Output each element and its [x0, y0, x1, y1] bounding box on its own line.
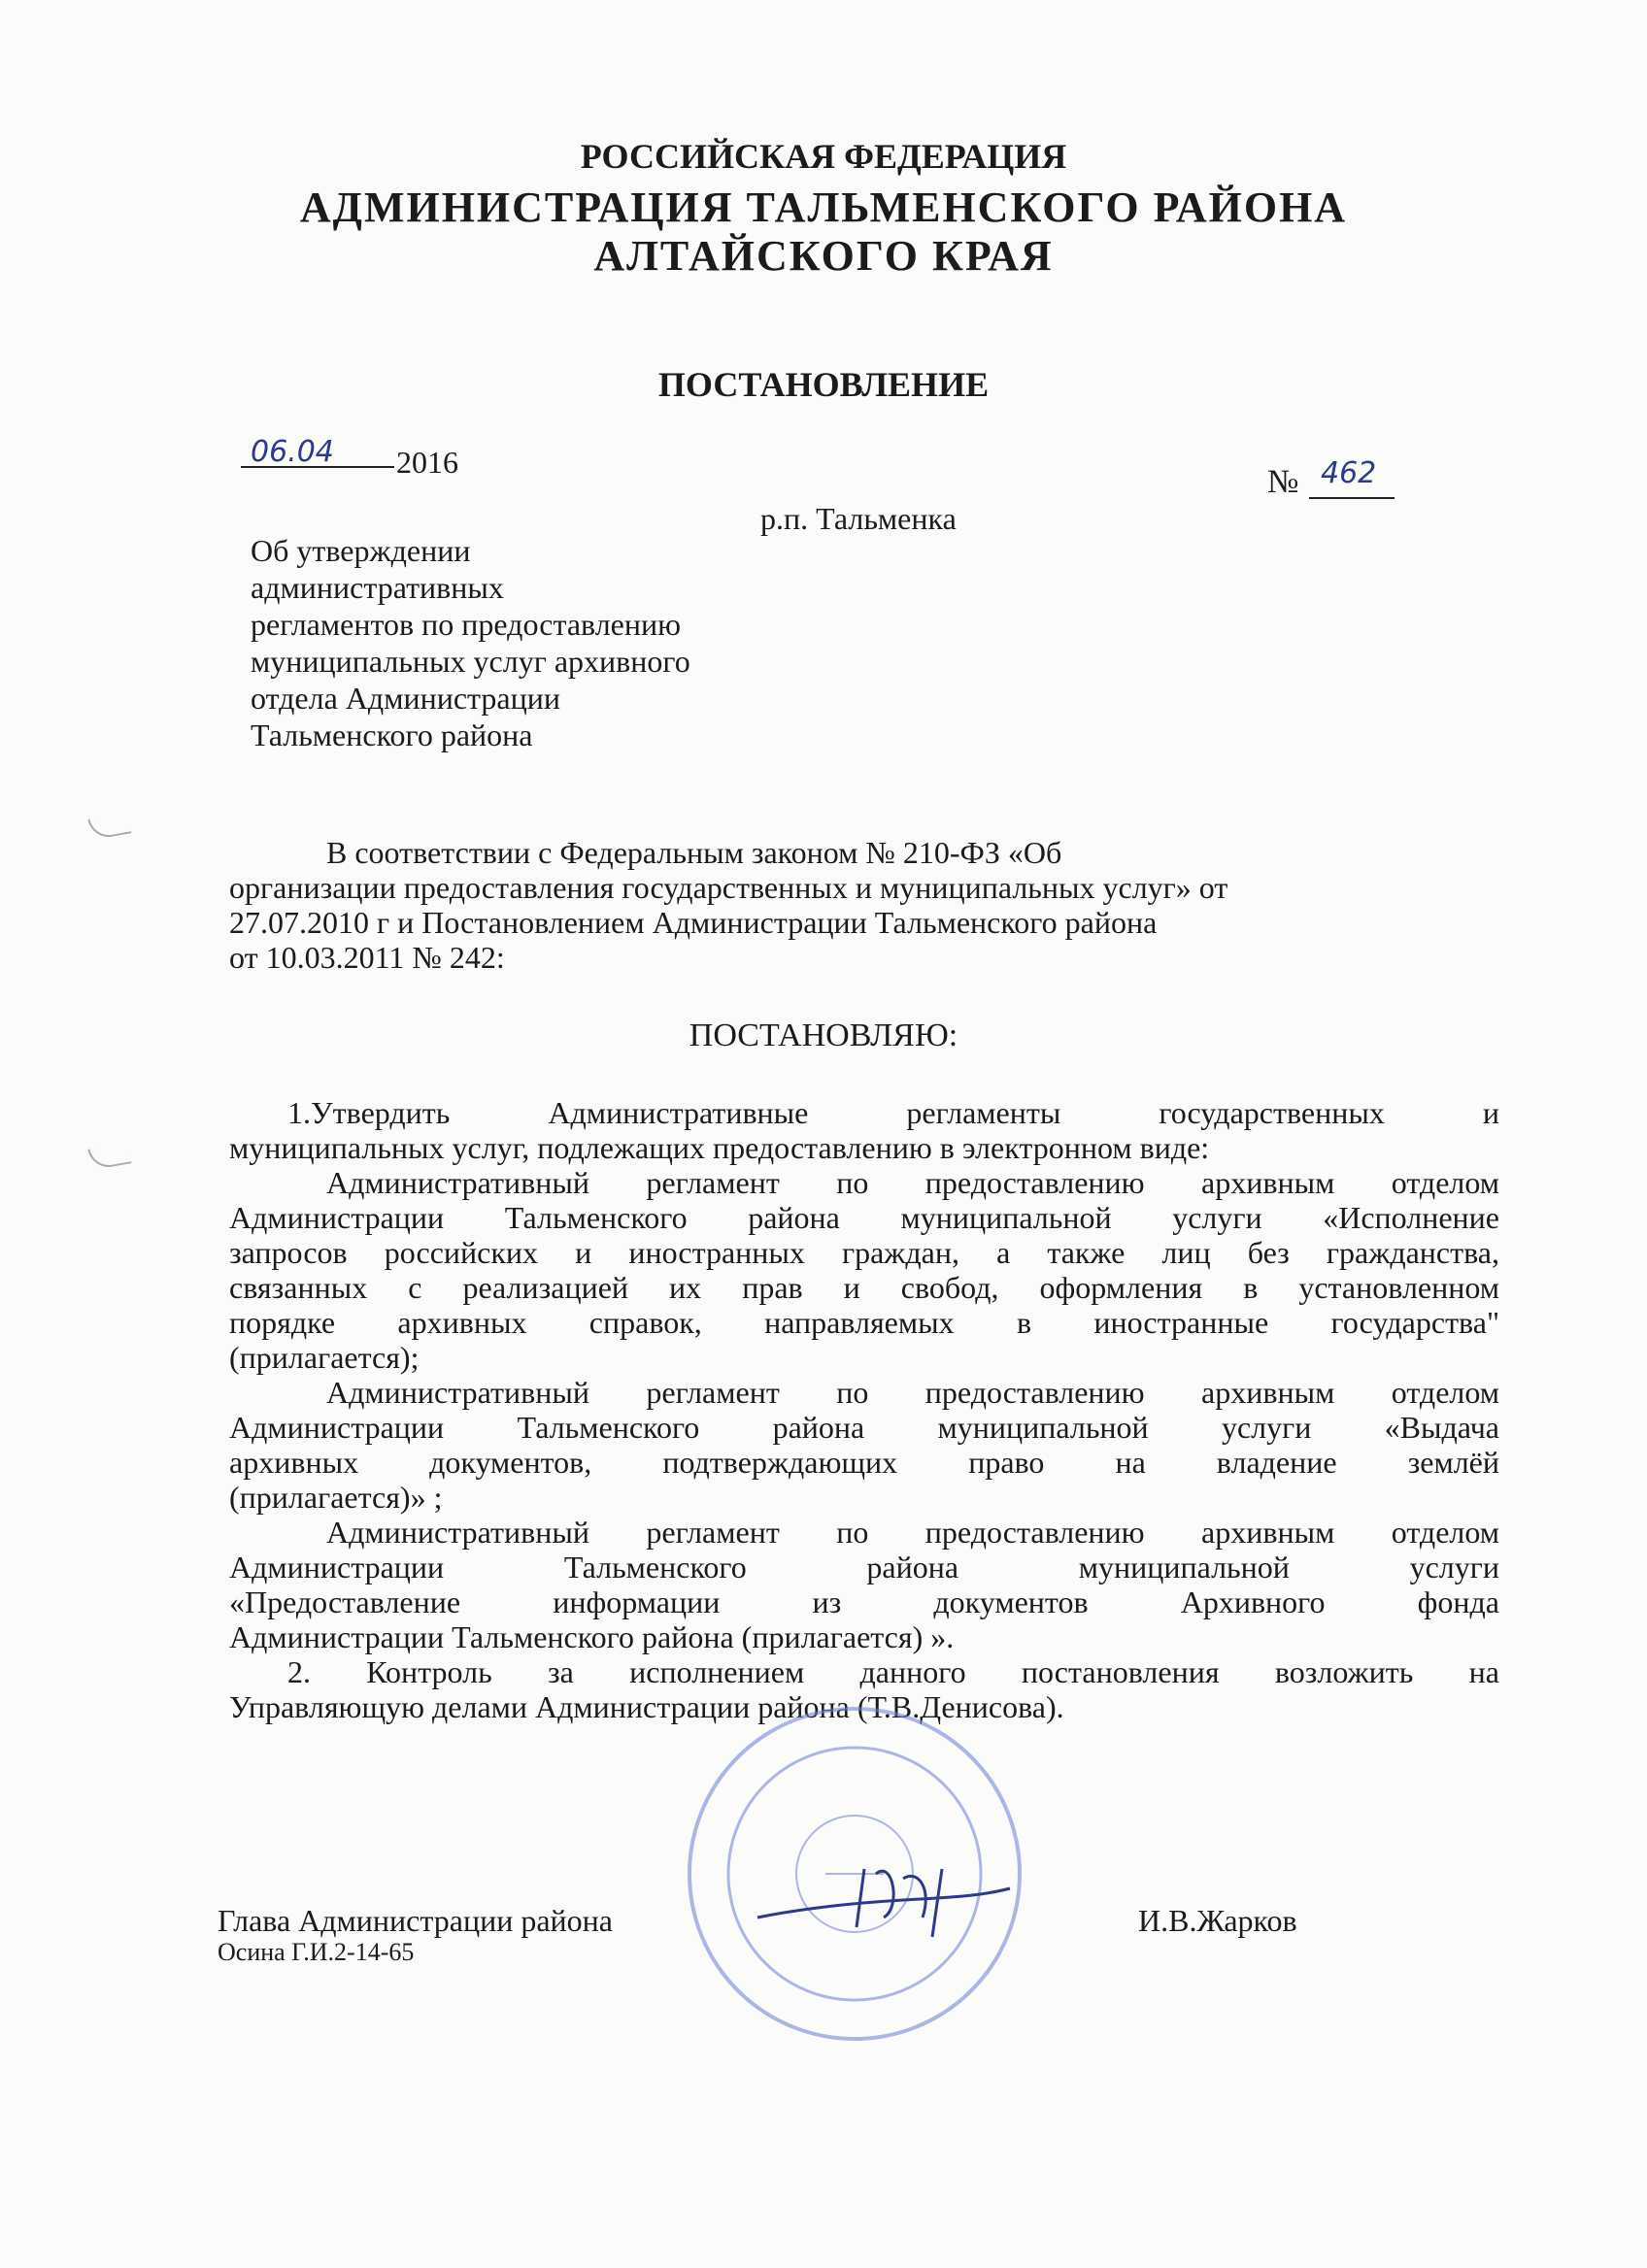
number-sign: №: [1267, 464, 1299, 500]
place-of-issue: р.п. Тальменка: [760, 501, 957, 536]
decree-item-line: «Предоставление информации из документов Архивного фонда: [229, 1584, 1499, 1619]
decree-item-line: Администрации Тальменского района муниципальной услуги «Исполнение: [229, 1200, 1499, 1235]
document-year: 2016: [396, 445, 458, 480]
country-heading: РОССИЙСКАЯ ФЕДЕРАЦИЯ: [580, 137, 1067, 176]
subject-line: Об утверждении: [251, 533, 471, 568]
subject-line: Тальменского района: [251, 717, 533, 752]
executor-contact: Осина Г.И.2-14-65: [218, 1938, 415, 1966]
decree-item-line: связанных с реализацией их прав и свобод, оформления в установленном: [229, 1270, 1499, 1305]
decree-item-line: Управляющую делами Администрации района (Т.В.Денисова).: [229, 1689, 1064, 1724]
decree-items: [229, 1095, 1499, 1724]
handwritten-date: 06.04: [251, 435, 334, 469]
punch-hole-mark: [87, 1143, 131, 1171]
administration-heading-line2: АЛТАЙСКОГО КРАЯ: [593, 232, 1054, 280]
signatory-name: И.В.Жарков: [1138, 1903, 1297, 1938]
decree-item-line: Административный регламент по предоставлению архивным отделом: [326, 1515, 1499, 1550]
decree-item-line: Административный регламент по предоставлению архивным отделом: [326, 1165, 1499, 1200]
decree-item-line: Администрации Тальменского района муниципальной услуги: [229, 1550, 1499, 1584]
subject-line: отдела Администрации: [251, 681, 560, 716]
signatory-title: Глава Администрации района: [218, 1903, 613, 1938]
preamble-line: В соответствии с Федеральным законом № 210-ФЗ «Об: [326, 835, 1062, 870]
subject-line: административных: [251, 570, 504, 605]
preamble-line: 27.07.2010 г и Постановлением Администрации Тальменского района: [229, 905, 1158, 940]
subject-line: муниципальных услуг архивного: [251, 644, 690, 679]
subject-line: регламентов по предоставлению: [251, 607, 682, 642]
document-type-title: ПОСТАНОВЛЕНИЕ: [657, 365, 990, 404]
preamble-line: организации предоставления государственных и муниципальных услуг» от: [229, 870, 1228, 905]
document-subject: [251, 532, 794, 753]
punch-hole-mark: [87, 813, 131, 841]
preamble: [229, 835, 1499, 975]
handwritten-number: 462: [1321, 456, 1377, 490]
decree-word: ПОСТАНОВЛЯЮ:: [689, 1017, 958, 1053]
decree-item-line: запросов российских и иностранных граждан, а также лиц без гражданства,: [229, 1235, 1499, 1270]
number-underline: [1309, 497, 1395, 499]
decree-item-line: 2. Контроль за исполнением данного постановления возложить на: [287, 1654, 1499, 1689]
decree-item-line: (прилагается)» ;: [229, 1480, 443, 1515]
decree-item-line: 1.Утвердить Административные регламенты государственных и: [287, 1095, 1499, 1130]
decree-item-line: архивных документов, подтверждающих право на владение землёй: [229, 1445, 1499, 1480]
administration-heading-line1: АДМИНИСТРАЦИЯ ТАЛЬМЕНСКОГО РАЙОНА: [299, 183, 1348, 231]
decree-item-line: (прилагается);: [229, 1340, 420, 1375]
decree-item-line: муниципальных услуг, подлежащих предоставлению в электронном виде:: [229, 1130, 1210, 1165]
decree-item-line: Администрации Тальменского района муниципальной услуги «Выдача: [229, 1410, 1499, 1445]
preamble-line: от 10.03.2011 № 242:: [229, 940, 505, 975]
date-underline: [241, 466, 394, 468]
decree-item-line: порядке архивных справок, направляемых в иностранные государства": [229, 1305, 1499, 1340]
decree-item-line: Администрации Тальменского района (прилагается) ».: [229, 1619, 955, 1654]
decree-item-line: Административный регламент по предоставлению архивным отделом: [326, 1375, 1499, 1410]
handwritten-signature: [748, 1850, 1020, 1947]
